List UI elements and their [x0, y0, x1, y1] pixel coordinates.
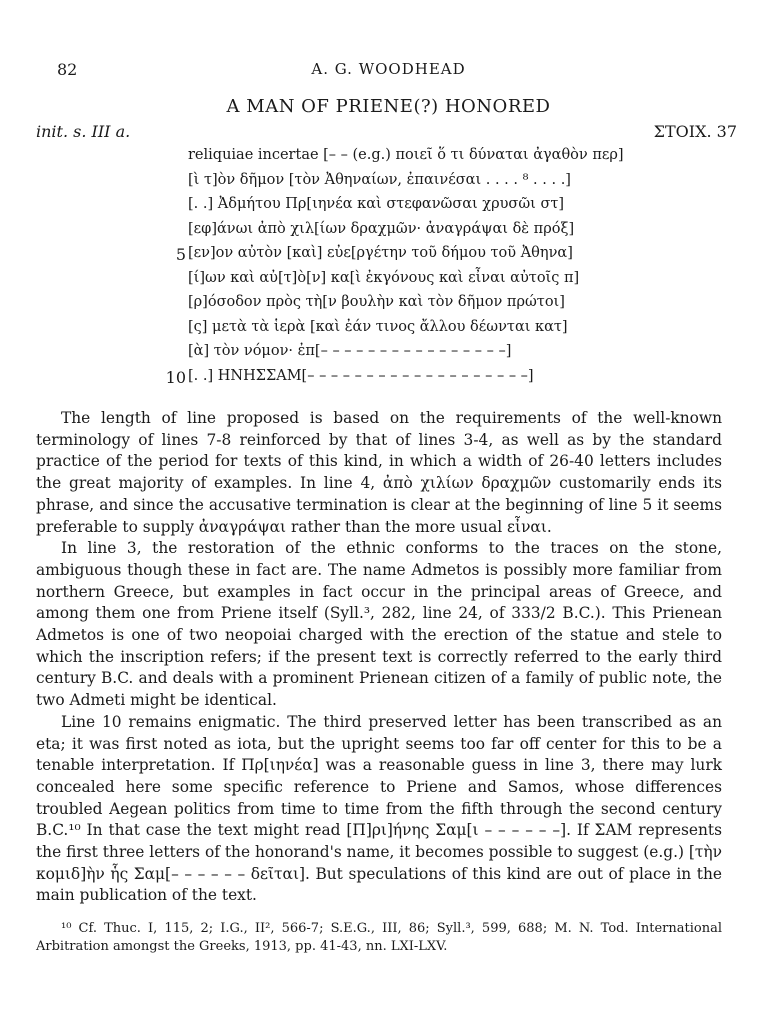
- commentary-paragraph: In line 3, the restoration of the ethnic conforms to the traces on the stone, ambiguous though these in fact are. The name Admetos is possibly more familiar from northern Greece, but examples in fact occur in the principal areas of Greece, and among them one from Priene itself (Syll.³, 282, line 24, of 333/2 B.C.). This Prienean Admetos is one of two neopoiai charged with the erection of the statue and stele to which the inscription refers; if the present text is correctly referred to the early third century B.C. and deals with a prominent Prienean citizen of a family of public note, the two Admeti might be identical.: [36, 539, 722, 710]
- stoichedon-count: ΣTOIX. 37: [653, 122, 737, 141]
- inscription-line: [ὰ] τὸν νόμον· ἐπ[– – – – – – – – – – – – – – – –]: [188, 343, 512, 359]
- article-title: A MAN OF PRIENE(?) HONORED: [226, 96, 551, 117]
- footnote: [36, 920, 722, 956]
- inscription-line: [ί]ων καὶ αὐ[τ]ὸ[ν] κα[ὶ ἐκγόνους καὶ εἶναι αὐτοῖς π]: [188, 269, 580, 286]
- inscription-line: 10 [. .] HNHΣΣAM[– – – – – – – – – – – – – – – – – – –]: [165, 367, 534, 387]
- inscription-text: [36, 146, 756, 391]
- inscription-line: [. .] Ἀδμήτου Πρ[ιηνέα καὶ στεφανῶσαι χρυσῶι στ]: [188, 196, 565, 212]
- inscription-date: init. s. III a.: [36, 122, 131, 141]
- inscription-line: reliquiae incertae [– – (e.g.) ποιεῖ ὅ τι δύναται ἀγαθὸν περ]: [188, 147, 624, 163]
- inscription-line: [ρ]όσοδον πρὸς τὴ[ν βουλὴν καὶ τὸν δῆμον πρώτοι]: [188, 294, 565, 310]
- inscription-line: [εφ]άνωι ἀπὸ χιλ[ίων δραχμῶν· ἀναγράψαι δὲ πρόξ]: [188, 220, 575, 237]
- page-number: 82: [57, 60, 78, 79]
- inscription-line: 5 [εν]ον αὐτὸν [καὶ] εὐε[ργέτην τοῦ δήμου τοῦ Ἀθηνα]: [175, 245, 573, 264]
- running-head: A. G. WOODHEAD: [311, 60, 466, 78]
- footnote-text: ¹⁰ Cf. Thuc. I, 115, 2; I.G., II², 566-7; S.E.G., III, 86; Syll.³, 599, 688; M. N. Tod. International Arbitration amongst the Greeks, 1913, pp. 41-43, nn. LXI-LXV.: [36, 921, 722, 954]
- commentary: [36, 408, 722, 907]
- commentary-paragraph: The length of line proposed is based on the requirements of the well-known terminology of lines 7-8 reinforced by that of lines 3-4, as well as by the standard practice of the period for texts of this kind, in which a width of 26-40 letters includes the great majority of examples. In line 4, ἀπὸ χιλίων δραχμῶν customarily ends its phrase, and since the accusative termination is clear at the beginning of line 5 it seems preferable to supply ἀναγράψαι rather than the more usual εἶναι.: [36, 409, 722, 536]
- inscription-line: [ὶ τ]ὸν δῆμον [τὸν Ἀθηναίων, ἐπαινέσαι . . . . ⁸ . . . .]: [188, 171, 571, 188]
- commentary-paragraph: Line 10 remains enigmatic. The third preserved letter has been transcribed as an eta; it was first noted as iota, but the upright seems too far off center for this to be a tenable interpretation. If Πρ[ιηνέα] was a reasonable guess in line 3, there may lurk concealed here some specific reference to Priene and Samos, whose differences troubled Aegean politics from time to time from the fifth through the second century B.C.¹⁰ In that case the text might read [Π]ρι]ήνης Σαμ[ι – – – – – –]. If ΣAM represents the first three letters of the honorand's name, it becomes possible to suggest (e.g.) [τὴν κομιδ]ὴν ἧς Σαμ[– – – – – – δεῖται]. But speculations of this kind are out of place in the main publication of the text.: [36, 712, 722, 905]
- inscription-line: [ς] μετὰ τὰ ἱερὰ [καὶ ἐάν τινος ἄλλου δέωνται κατ]: [188, 318, 568, 335]
